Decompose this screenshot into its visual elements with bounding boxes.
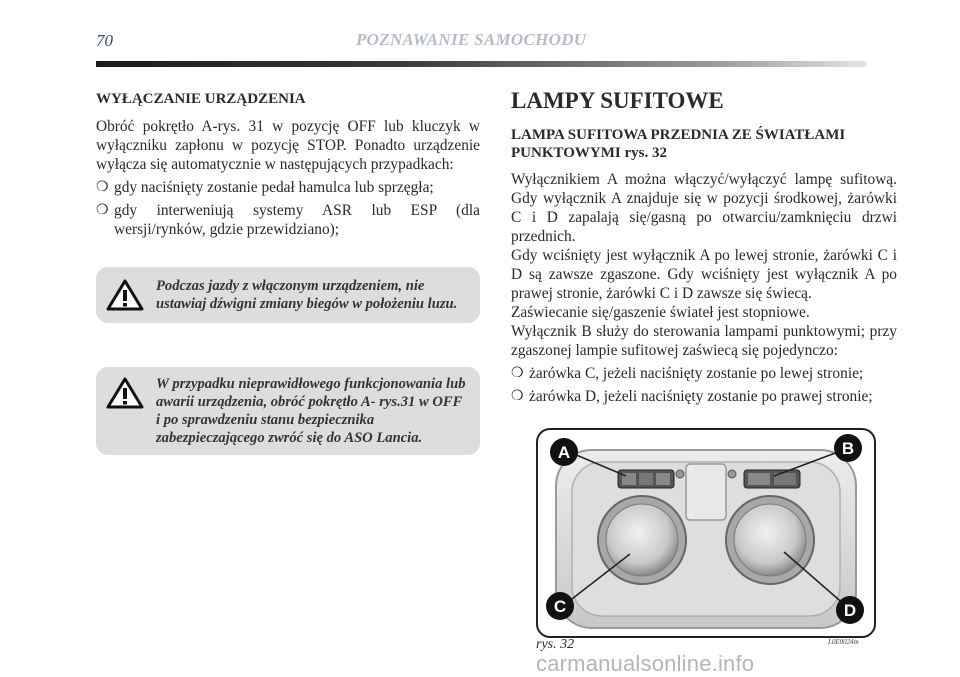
figure-caption: rys. 32 [536,637,575,652]
page-number: 70 [96,31,113,50]
callout-d-label: D [843,601,857,620]
list-item-text: żarówka C, jeżeli naciśnięty zostanie po lewej stronie; [529,365,864,382]
callout-d [836,596,864,624]
left-heading: WYŁĄCZANIE URZĄDZENIA [96,91,306,107]
warning-box [96,267,480,323]
right-heading: LAMPY SUFITOWE [511,88,724,113]
list-item-text: gdy naciśnięty zostanie pedał hamulca lub sprzęgła; [114,179,434,196]
right-column [511,88,897,410]
ceiling-lamp-illustration [538,430,874,636]
warning-triangle-icon [106,279,144,311]
warning-box [96,367,480,455]
paragraph: Wyłącznikiem A można włączyć/wyłączyć lampę sufitową. Gdy wyłącznik A znajduje się w pozycji środkowej, żarówki C i D zapalają się/gasną po otwarciu/zamknięciu drzwi przednich. [511,171,897,245]
warning-triangle-icon [106,377,144,409]
list-item [511,364,897,383]
watermark: carmanualsonline.info [536,651,755,676]
bullet-icon: ❍ [96,203,109,218]
bullet-icon: ❍ [511,366,524,381]
figure-ceiling-lamp [536,428,876,638]
paragraph: Wyłącznik B służy do sterowania lampami punktowymi; przy zgaszonej lampie sufitowej zaświecą się pojedynczo: [511,323,897,359]
left-column [96,90,480,243]
bullet-icon: ❍ [96,180,109,195]
callout-b [834,434,862,462]
list-item [96,178,480,197]
section-title: POZNAWANIE SAMOCHODU [356,30,587,49]
paragraph: Gdy wciśnięty jest wyłącznik A po lewej stronie, żarówki C i D są zawsze zgaszone. Gdy wciśnięty jest wyłącznik A po prawej stronie, żarówki C i D zawsze się świecą. [511,247,897,302]
paragraph: Zaświecanie się/gaszenie świateł jest stopniowe. [511,304,810,321]
warning-text: Podczas jazdy z włączonym urządzeniem, nie ustawiaj dźwigni zmiany biegów w położeniu luzu. [156,278,458,312]
callout-c [546,592,574,620]
header-rule [96,61,866,67]
left-paragraph: Obróć pokrętło A-rys. 31 w pozycję OFF lub kluczyk w wyłączniku zapłonu w pozycję STOP. Ponadto urządzenie wyłącza się automatycznie w następujących przypadkach: [96,118,480,173]
figure-code: L0E0024m [828,638,859,646]
list-item [511,387,897,406]
callout-b-label: B [841,439,855,458]
callout-c-label: C [553,597,567,616]
bullet-icon: ❍ [511,389,524,404]
callout-a-label: A [557,443,571,462]
list-item [96,201,480,239]
list-item-text: żarówka D, jeżeli naciśnięty zostanie po prawej stronie; [529,388,873,405]
list-item-text: gdy interweniują systemy ASR lub ESP (dla wersji/rynków, gdzie przewidziano); [114,202,480,238]
right-subheading: LAMPA SUFITOWA PRZEDNIA ZE ŚWIATŁAMI PUNKTOWYMI rys. 32 [511,127,846,161]
warning-text: W przypadku nieprawidłowego funkcjonowania lub awarii urządzenia, obróć pokrętło A- rys.31 w OFF i po sprawdzeniu stanu bezpiecznika zabezpieczającego zwróć się do ASO Lancia. [156,376,466,446]
callout-a [550,438,578,466]
